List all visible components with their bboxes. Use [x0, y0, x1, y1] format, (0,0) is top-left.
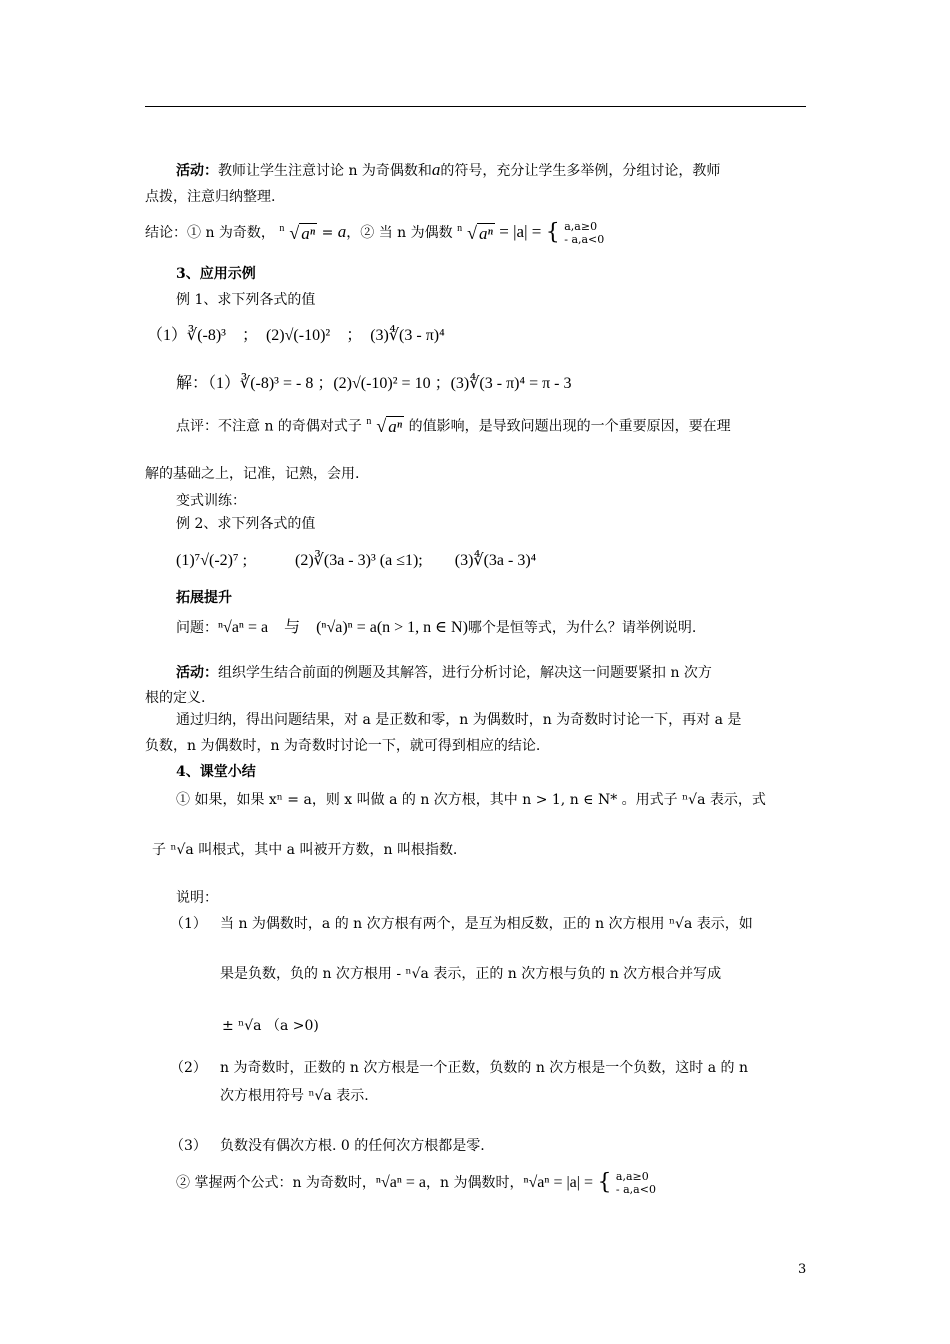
- activity1-line2: 点拨，注意归纳整理.: [145, 189, 276, 205]
- page-number: 3: [798, 1262, 807, 1277]
- induction-line1: 通过归纳，得出问题结果，对 a 是正数和零，n 为偶数时，n 为奇数时讨论一下，再对 a 是: [176, 712, 742, 728]
- explain-item1-line3: ± ⁿ√a （a >0): [222, 1018, 319, 1034]
- explain-item2-line2: 次方根用符号 ⁿ√a 表示.: [220, 1088, 369, 1104]
- nth-root-formula: n √ aⁿ: [279, 222, 316, 243]
- nth-root-expr: n √ aⁿ: [366, 416, 403, 436]
- example2-title: 例 2、求下列各式的值: [176, 516, 316, 532]
- activity2-line1: 活动：组织学生结合前面的例题及其解答，进行分析讨论，解决这一问题要紧扣 n 次方: [176, 665, 712, 681]
- header-rule: [145, 106, 806, 107]
- variant-title: 变式训练：: [176, 493, 246, 509]
- example1-solution: 解：（1）∛(-8)³ = - 8 ；(2)√(-10)² = 10 ；(3)∜(3 - π)⁴ = π - 3: [176, 375, 572, 392]
- activity1-label: 活动：: [176, 163, 218, 179]
- conclusion-line: 结论：① n 为奇数， n √ aⁿ = a，② 当 n 为偶数 n √ aⁿ = |a| = { a,a≥0 - a,a<0: [145, 220, 605, 246]
- activity2-line2: 根的定义.: [145, 690, 206, 706]
- example2-problems: (1)⁷√(-2)⁷ ; (2)∛(3a - 3)³ (a ≤1); (3)∜(3a - 3)⁴: [176, 552, 537, 569]
- extension-title: 拓展提升: [176, 590, 232, 606]
- explain-item3-num: （3）: [170, 1138, 207, 1154]
- explain-item2-line1: n 为奇数时，正数的 n 次方根是一个正数，负数的 n 次方根是一个负数，这时 a 的 n: [220, 1060, 749, 1076]
- explain-item1-num: （1）: [170, 916, 207, 932]
- explain-item1-line1: 当 n 为偶数时，a 的 n 次方根有两个，是互为相反数，正的 n 次方根用 ⁿ√a 表示，如: [220, 916, 753, 932]
- activity1-line1: 活动：教师让学生注意讨论 n 为奇偶数和a的符号，充分让学生多举例，分组讨论，教师: [176, 160, 721, 179]
- summary1-line2: 子 ⁿ√a 叫根式，其中 a 叫被开方数，n 叫根指数.: [152, 842, 458, 858]
- example1-title: 例 1、求下列各式的值: [176, 292, 316, 308]
- example1-problems: （1）∛(-8)³ ； (2)√(-10)² ； (3)∜(3 - π)⁴: [147, 327, 445, 344]
- explain-label: 说明：: [176, 890, 218, 906]
- comment-line1: 点评：不注意 n 的奇偶对式子 n √ aⁿ 的值影响，是导致问题出现的一个重要原因，要在理: [176, 416, 731, 436]
- piecewise-cases-2: a,a≥0 - a,a<0: [615, 1170, 656, 1196]
- explain-item2-num: （2）: [170, 1060, 207, 1076]
- summary1-line1: ① 如果，如果 xⁿ = a，则 x 叫做 a 的 n 次方根，其中 n > 1, n ∈ N* 。用式子 ⁿ√a 表示，式: [176, 792, 766, 808]
- piecewise-cases: a,a≥0 - a,a<0: [564, 220, 605, 246]
- comment-line2: 解的基础之上，记准，记熟，会用.: [145, 466, 360, 482]
- nth-root-formula-even: n √ aⁿ: [457, 222, 493, 243]
- section3-title: 3、应用示例: [176, 266, 256, 282]
- explain-item1-line2: 果是负数，负的 n 次方根用 - ⁿ√a 表示，正的 n 次方根与负的 n 次方根合并写成: [220, 966, 722, 982]
- extension-question: 问题：ⁿ√aⁿ = a 与 (ⁿ√a)ⁿ = a(n > 1, n ∈ N)哪个是恒等式，为什么？请举例说明.: [176, 619, 697, 636]
- summary2-line: ② 掌握两个公式：n 为奇数时，ⁿ√aⁿ = a，n 为偶数时，ⁿ√aⁿ = |a| = { a,a≥0 - a,a<0: [176, 1170, 656, 1196]
- explain-item3-line1: 负数没有偶次方根. 0 的任何次方根都是零.: [220, 1138, 485, 1154]
- induction-line2: 负数，n 为偶数时，n 为奇数时讨论一下，就可得到相应的结论.: [145, 738, 541, 754]
- section4-title: 4、课堂小结: [176, 764, 256, 780]
